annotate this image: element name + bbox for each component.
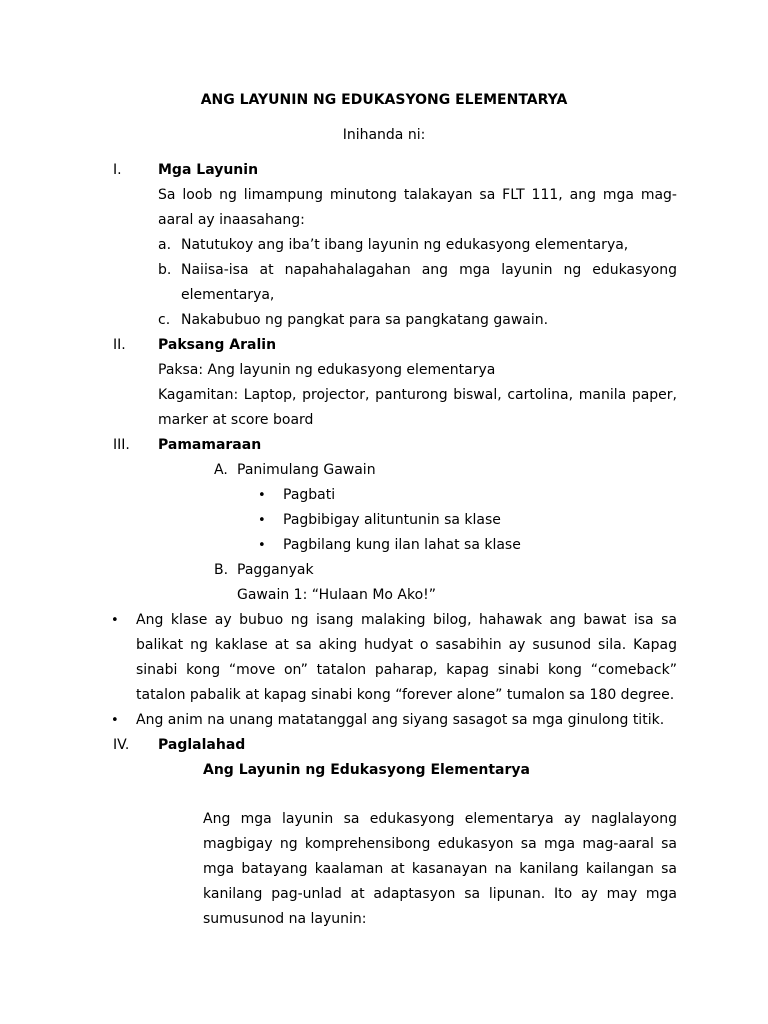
paragraph-line-5 — [0, 907, 768, 932]
bullet-icon: • — [111, 713, 119, 728]
section-2-heading-line — [0, 333, 768, 358]
section-2-heading: Paksang Aralin — [158, 337, 277, 353]
bullet-icon: • — [258, 488, 266, 503]
paragraph-text-5: sumusunod na layunin: — [203, 911, 367, 927]
paragraph-text-3: mga batayang kaalaman at kasanayan na kanilang kailangan sa — [203, 861, 677, 877]
document-title-line — [0, 88, 768, 113]
section-1-heading: Mga Layunin — [158, 162, 259, 178]
gawain-text: Gawain 1: “Hulaan Mo Ako!” — [237, 587, 437, 603]
bullet-icon: • — [258, 513, 266, 528]
objective-item-b — [0, 258, 768, 283]
bullet-icon: • — [258, 538, 266, 553]
kagamitan-line-2 — [0, 408, 768, 433]
section-4-heading: Paglalahad — [158, 737, 246, 753]
section-3-number: III. — [113, 437, 130, 453]
paragraph-line-4 — [0, 882, 768, 907]
step-b-marker: B. — [214, 562, 229, 578]
section-4-number: IV. — [113, 737, 130, 753]
section-4-subheading-line — [0, 758, 768, 783]
kagamitan-text-2: marker at score board — [158, 412, 314, 428]
activity-bullet-1-line-2 — [0, 633, 768, 658]
activity-bullet-1-text-4: tatalon pabalik at kapag sinabi kong “forever alone” tumalon sa 180 degree. — [136, 687, 675, 703]
section-4-subheading: Ang Layunin ng Edukasyong Elementarya — [203, 762, 530, 778]
step-a-bullet-1 — [0, 483, 768, 508]
kagamitan-line-1 — [0, 383, 768, 408]
paragraph-text-1: Ang mga layunin sa edukasyong elementarya ay naglalayong — [203, 811, 677, 827]
objective-item-c — [0, 308, 768, 333]
activity-bullet-1-text-1: Ang klase ay bubuo ng isang malaking bilog, hahawak ang bawat isa sa — [136, 612, 677, 628]
step-a-marker: A. — [214, 462, 228, 478]
section-1-intro-text-1: Sa loob ng limampung minutong talakayan sa FLT 111, ang mga mag- — [158, 187, 677, 203]
objective-text-b-line-1: Naiisa-isa at napahahalagahan ang mga layunin ng edukasyong — [181, 262, 677, 278]
step-a-bullet-3 — [0, 533, 768, 558]
section-1-intro-line-2 — [0, 208, 768, 233]
step-b-label: Pagganyak — [237, 562, 314, 578]
section-3-heading-line — [0, 433, 768, 458]
activity-bullet-2-line-1 — [0, 708, 768, 733]
paragraph-text-2: magbigay ng komprehensibong edukasyon sa mga mag-aaral sa — [203, 836, 677, 852]
step-a-bullet-text-3: Pagbilang kung ilan lahat sa klase — [283, 537, 521, 553]
section-1-intro-text-2: aaral ay inaasahang: — [158, 212, 305, 228]
paksa-text: Paksa: Ang layunin ng edukasyong elementarya — [158, 362, 496, 378]
section-2-number: II. — [113, 337, 126, 353]
step-a-bullet-2 — [0, 508, 768, 533]
objective-item-a — [0, 233, 768, 258]
objective-text-a: Natutukoy ang iba’t ibang layunin ng edukasyong elementarya, — [181, 237, 629, 253]
paksa-line — [0, 358, 768, 383]
paragraph-text-4: kanilang pag-unlad at adaptasyon sa lipunan. Ito ay may mga — [203, 886, 677, 902]
prepared-by-line — [0, 123, 768, 148]
kagamitan-text-1: Kagamitan: Laptop, projector, panturong biswal, cartolina, manila paper, — [158, 387, 677, 403]
step-a-bullet-text-1: Pagbati — [283, 487, 336, 503]
paragraph-line-2 — [0, 832, 768, 857]
document-title: ANG LAYUNIN NG EDUKASYONG ELEMENTARYA — [200, 92, 568, 108]
section-1-heading-line — [0, 158, 768, 183]
paragraph-line-3 — [0, 857, 768, 882]
section-3-heading: Pamamaraan — [158, 437, 262, 453]
activity-bullet-1-line-1 — [0, 608, 768, 633]
step-a-bullet-text-2: Pagbibigay alituntunin sa klase — [283, 512, 501, 528]
step-a-label: Panimulang Gawain — [237, 462, 376, 478]
section-1-intro-line-1 — [0, 183, 768, 208]
objective-text-b-line-2: elementarya, — [181, 287, 275, 303]
prepared-by: Inihanda ni: — [342, 127, 426, 143]
paragraph-line-1 — [0, 807, 768, 832]
activity-bullet-1-text-3: sinabi kong “move on” tatalon paharap, kapag sinabi kong “comeback” — [136, 662, 677, 678]
bullet-icon: • — [111, 613, 119, 628]
activity-bullet-1-line-3 — [0, 658, 768, 683]
section-1-number: I. — [113, 162, 122, 178]
step-b-line — [0, 558, 768, 583]
objective-item-b-continued — [0, 283, 768, 308]
objective-text-c: Nakabubuo ng pangkat para sa pangkatang gawain. — [181, 312, 549, 328]
step-a-line — [0, 458, 768, 483]
objective-marker-c: c. — [158, 312, 171, 328]
gawain-line — [0, 583, 768, 608]
objective-marker-a: a. — [158, 237, 172, 253]
activity-bullet-2-text-1: Ang anim na unang matatanggal ang siyang sasagot sa mga ginulong titik. — [136, 712, 665, 728]
activity-bullet-1-line-4 — [0, 683, 768, 708]
activity-bullet-1-text-2: balikat ng kaklase at sa aking hudyat o sasabihin ay susunod sila. Kapag — [136, 637, 677, 653]
objective-marker-b: b. — [158, 262, 172, 278]
section-4-heading-line — [0, 733, 768, 758]
